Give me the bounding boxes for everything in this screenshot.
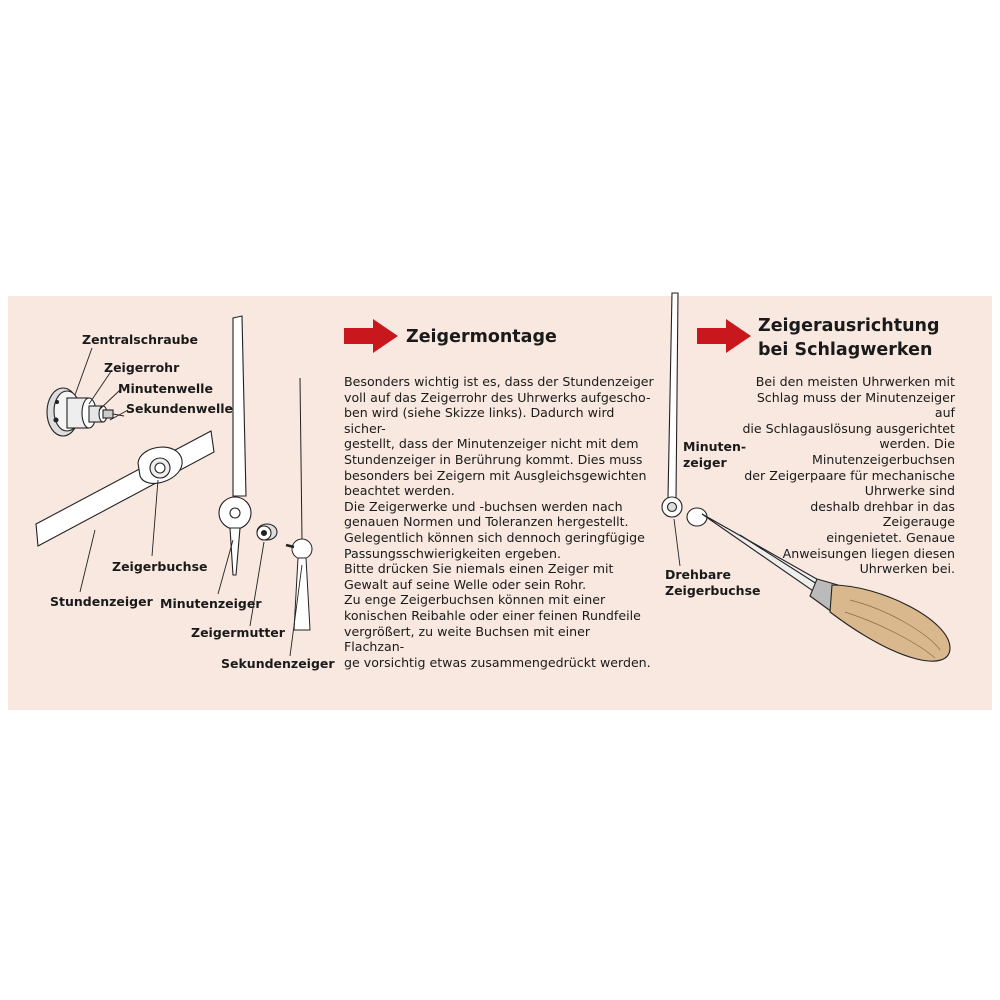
label-minuten-line2: zeiger	[683, 455, 727, 470]
clock-movement-illustration	[47, 388, 124, 436]
second-hand-illustration	[286, 378, 312, 630]
label-zeigerrohr: Zeigerrohr	[104, 360, 180, 375]
hand-nut-illustration	[257, 524, 277, 540]
label-sekundenwelle: Sekundenwelle	[126, 401, 233, 416]
minute-hand-illustration	[219, 316, 251, 575]
heading-zeigermontage: Zeigermontage	[406, 327, 557, 347]
label-minutenwelle: Minutenwelle	[118, 381, 213, 396]
label-stundenzeiger: Stundenzeiger	[50, 594, 153, 609]
label-drehbare-line1: Drehbare	[665, 567, 731, 582]
label-sekundenzeiger: Sekundenzeiger	[221, 656, 335, 671]
red-arrow-icon	[697, 319, 751, 353]
red-arrow-icon	[344, 319, 398, 353]
label-minuten-line1: Minuten-	[683, 439, 747, 454]
label-zeigermutter: Zeigermutter	[191, 625, 285, 640]
label-zeigerbuchse: Zeigerbuchse	[112, 559, 208, 574]
leader-lines-right	[674, 519, 680, 566]
heading-zeigerausrichtung-line1: Zeigerausrichtung	[758, 316, 940, 336]
label-minutenzeiger: Minutenzeiger	[160, 596, 262, 611]
paragraph-zeigerausrichtung: Bei den meisten Uhrwerken mit Schlag muss der Minutenzeiger auf die Schlagauslösung ausgerichtet werden. Die Minutenzeigerbuchsen der Zeigerpaare für mechanische Uhrwerke sind deshalb drehbar in das Zeigerauge eingenietet. Genaue Anweisungen liegen diesen Uhrwerken bei.	[742, 374, 955, 577]
label-zentralschraube: Zentralschraube	[82, 332, 198, 347]
hour-hand-illustration	[36, 431, 214, 546]
paragraph-zeigermontage: Besonders wichtig ist es, dass der Stundenzeiger voll auf das Zeigerrohr des Uhrwerks aufgescho- ben wird (siehe Skizze links). Dadurch wird sicher- gestellt, dass der Minutenzeiger nicht mit dem Stundenzeiger in Berührung kommt. Dies muss besonders bei Zeigern mit Ausgleichsgewichten beachtet werden. Die Zeigerwerke und -buchsen werden nach genauen Normen und Toleranzen hergestellt. Gelegentlich können sich dennoch geringfügige Passungsschwierigkeiten ergeben. Bitte drücken Sie niemals einen Zeiger mit Gewalt auf seine Welle oder sein Rohr. Zu enge Zeigerbuchsen können mit einer konischen Reibahle oder einer feinen Rundfeile vergrößert, zu weite Buchsen mit einer Flachzan- ge vorsichtig etwas zusammengedrückt werden.	[344, 374, 654, 670]
strike-minute-hand-illustration	[662, 293, 707, 526]
heading-zeigerausrichtung-line2: bei Schlagwerken	[758, 340, 933, 360]
label-drehbare-line2: Zeigerbuchse	[665, 583, 761, 598]
